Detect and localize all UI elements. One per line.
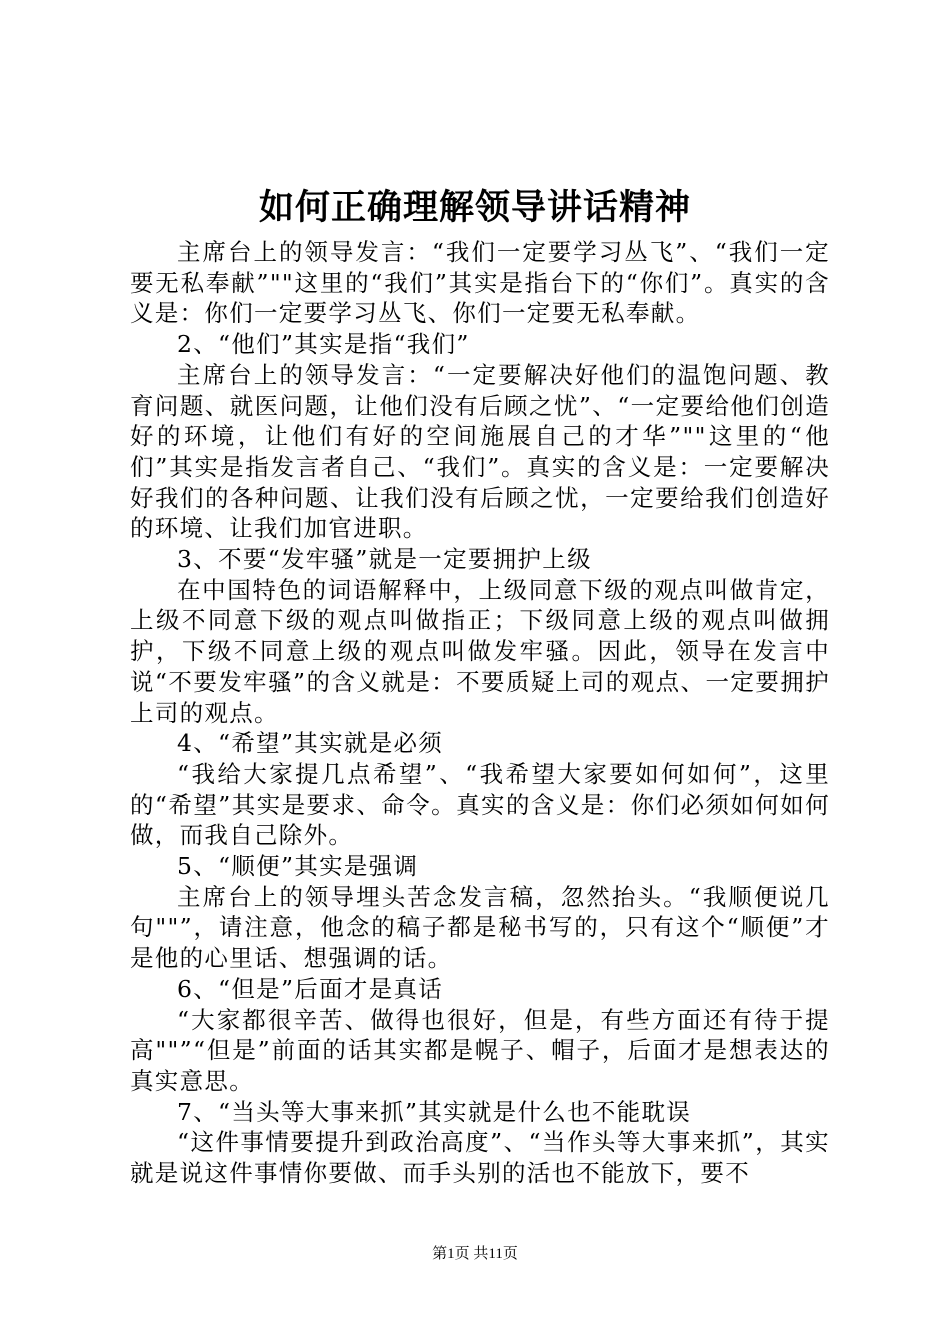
paragraph: 在中国特色的词语解释中，上级同意下级的观点叫做肯定，上级不同意下级的观点叫做指正；下级同意上级的观点叫做拥护，下级不同意上级的观点叫做发牢骚。因此，领导在发言中说“不要发牢骚”的含义就是：不要质疑上司的观点、一定要拥护上司的观点。: [130, 575, 830, 727]
section-heading: 7、“当头等大事来抓”其实就是什么也不能耽误: [177, 1097, 692, 1126]
section-heading: 5、“顺便”其实是强调: [177, 852, 419, 881]
paragraph: “大家都很辛苦、做得也很好，但是，有些方面还有待于提高""”“但是”前面的话其实都是幌子、帽子，后面才是想表达的真实意思。: [130, 1005, 830, 1095]
document-body: [130, 237, 830, 1189]
paragraph: “我给大家提几点希望”、“我希望大家要如何如何”，这里的“希望”其实是要求、命令。真实的含义是：你们必须如何如何做，而我自己除外。: [130, 759, 830, 850]
paragraph: 主席台上的领导发言：“我们一定要学习丛飞”、“我们一定要无私奉献”""这里的“我们”其实是指台下的“你们”。真实的含义是：你们一定要学习丛飞、你们一定要无私奉献。: [130, 238, 830, 328]
document-title: 如何正确理解领导讲话精神: [258, 187, 691, 228]
section-heading: 3、不要“发牢骚”就是一定要拥护上级: [177, 545, 592, 574]
paragraph: “这件事情要提升到政治高度”、“当作头等大事来抓”，其实就是说这件事情你要做、而手头别的活也不能放下，要不: [130, 1128, 830, 1188]
paragraph: 主席台上的领导埋头苦念发言稿，忽然抬头。“我顺便说几句""”，请注意，他念的稿子都是秘书写的，只有这个“顺便”才是他的心里话、想强调的话。: [130, 882, 830, 973]
section-heading: 2、“他们”其实是指“我们”: [177, 330, 470, 359]
paragraph: 主席台上的领导发言：“一定要解决好他们的温饱问题、教育问题、就医问题，让他们没有后顾之忧”、“一定要给他们创造好的环境，让他们有好的空间施展自己的才华”""这里的“他们”其实是指发言者自己、“我们”。真实的含义是：一定要解决好我们的各种问题、让我们没有后顾之忧，一定要给我们创造好的环境、让我们加官进职。: [130, 360, 830, 543]
section-heading: 6、“但是”后面才是真话: [177, 974, 444, 1003]
page-footer: 第1页 共11页: [432, 1246, 518, 1262]
section-heading: 4、“希望”其实就是必须: [177, 729, 444, 758]
